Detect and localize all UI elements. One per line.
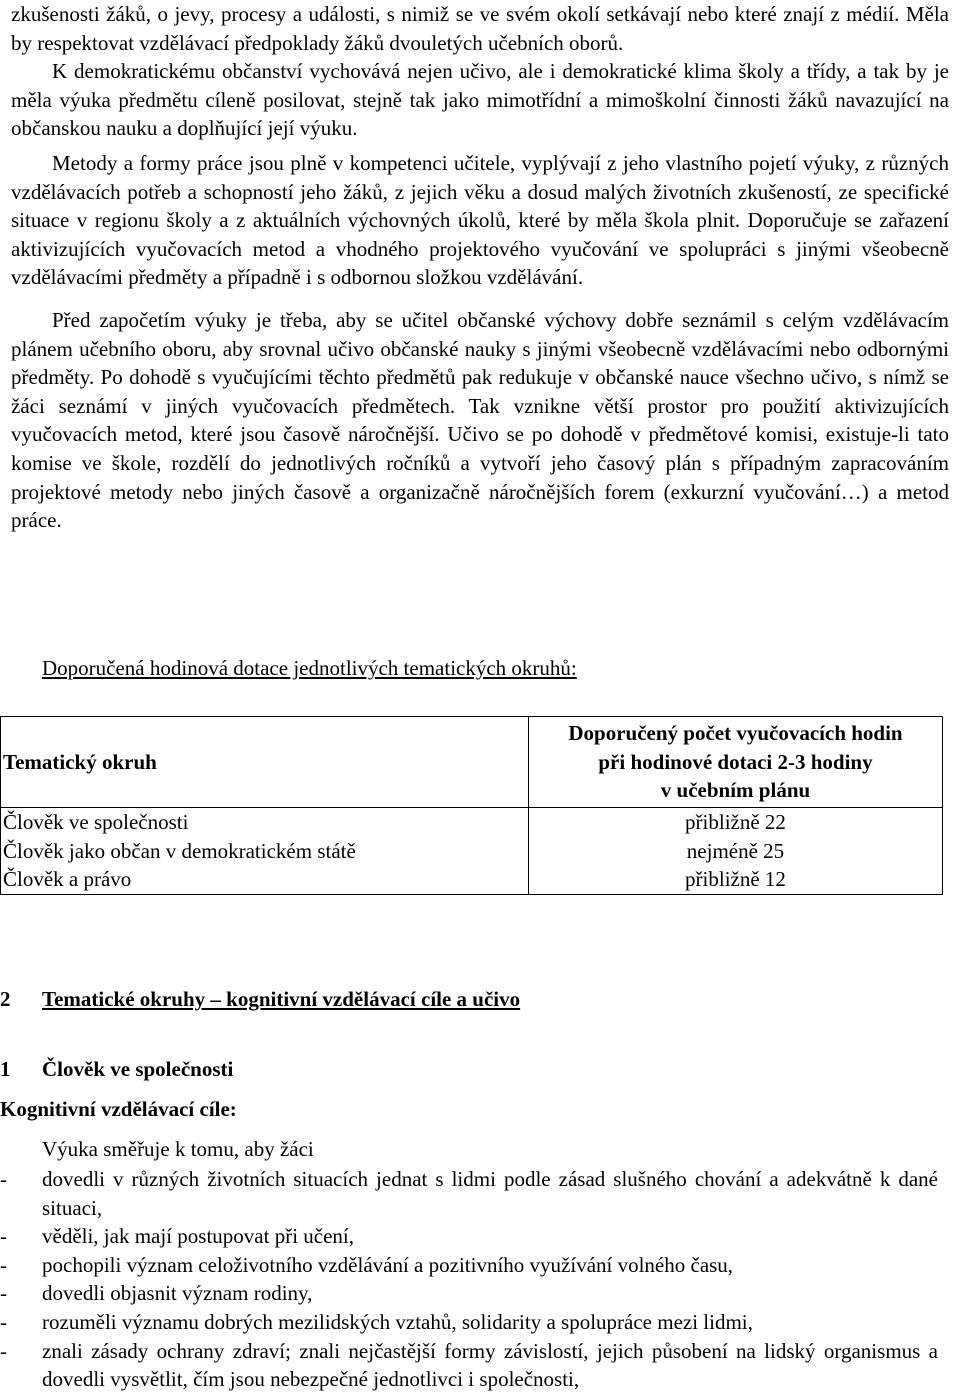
header-hours-line: Doporučený počet vyučovacích hodin — [568, 721, 903, 746]
goals-list — [0, 1165, 938, 1394]
list-item-text: dovedli v různých životních situacích jednat s lidmi podle zásad slušného chování a adekvátně k dané situaci, — [42, 1167, 938, 1220]
list-dash: - — [0, 1252, 7, 1277]
table-title: Doporučená hodinová dotace jednotlivých tematických okruhů: — [42, 656, 577, 680]
section-title: Tematické okruhy – kognitivní vzdělávací cíle a učivo — [42, 987, 521, 1011]
table-body-row — [1, 808, 943, 895]
list-item — [0, 1308, 938, 1337]
header-hours — [529, 717, 943, 808]
paragraph-democratic-citizenship: K demokratickému občanství vychovává nejen učivo, ale i demokratické klima školy a třídy, a tak by je měla výuka předmětu cíleně posilovat, stejně tak jako mimotřídní a mimoškolní činnosti žáků navazující na občanskou nauku a doplňující její výuku. — [11, 59, 949, 141]
list-item-text: znali zásady ochrany zdraví; znali nejčastější formy závislostí, jejich působení na lidský organismus a dovedli vysvětlit, čím jsou nebezpečné jednotlivci i společnosti, — [42, 1338, 938, 1392]
topic-name: Člověk a právo — [3, 867, 132, 891]
hours-table — [0, 716, 943, 895]
list-dash: - — [0, 1338, 7, 1363]
topic-hours: přibližně 22 — [685, 810, 786, 834]
section-heading — [0, 987, 520, 1012]
table-header-row — [1, 717, 943, 808]
topic-hours: nejméně 25 — [686, 838, 785, 863]
paragraph-methods: Metody a formy práce jsou plně v kompetenci učitele, vyplývají z jeho vlastního pojetí výuky, z různých vzdělávacích potřeb a schopností jeho žáků, z jejich věku a dosud malých životních zkušeností, ze specifické situace v regionu školy a z aktuálních výchovných úkolů, které by měla škola plnit. Doporučuje se zařazení aktivizujících vyučovacích metod a vhodného projektového vyučování ve spolupráci s jinými všeobecně vzdělávacími předměty a případně i s odbornou složkou vzdělávání. — [11, 150, 949, 290]
header-hours-line: při hodinové dotaci 2-3 hodiny — [598, 749, 873, 774]
header-hours-line: v učebním plánu — [660, 778, 811, 803]
topic-name: Člověk ve společnosti — [3, 810, 189, 834]
list-item — [0, 1165, 938, 1222]
goals-heading: Kognitivní vzdělávací cíle: — [0, 1097, 237, 1121]
list-item-text: rozuměli významu dobrých mezilidských vztahů, solidarity a spolupráce mezi lidmi, — [42, 1309, 753, 1334]
list-item-text: věděli, jak mají postupovat při učení, — [42, 1224, 355, 1249]
list-dash: - — [0, 1167, 7, 1191]
hours-cell — [529, 808, 943, 895]
list-item-text: dovedli objasnit význam rodiny, — [42, 1281, 313, 1306]
paragraph-prior-knowledge: zkušenosti žáků, o jevy, procesy a události, s nimiž se ve svém okolí setkávají nebo které znají z médií. Měla by respektovat vzdělávací předpoklady žáků dvouletých učebních oborů. — [11, 2, 949, 55]
subsection-heading — [0, 1057, 233, 1082]
list-item — [0, 1222, 938, 1251]
header-topic: Tematický okruh — [1, 717, 529, 808]
list-item — [0, 1279, 938, 1308]
list-dash: - — [0, 1281, 7, 1306]
document-page — [11, 0, 949, 535]
topic-name: Člověk jako občan v demokratickém státě — [3, 838, 356, 863]
goals-intro: Výuka směřuje k tomu, aby žáci — [42, 1137, 314, 1161]
list-item-text: pochopili význam celoživotního vzdělávání a pozitivního využívání volného času, — [42, 1252, 734, 1277]
subsection-title: Člověk ve společnosti — [42, 1057, 234, 1081]
paragraph-before-teaching: Před započetím výuky je třeba, aby se učitel občanské výchovy dobře seznámil s celým vzdělávacím plánem učebního oboru, aby srovnal učivo občanské nauky s jinými všeobecně vzdělávacími nebo odbornými předměty. Po dohodě s vyučujícími těchto předmětů pak redukuje v občanské nauce všechno učivo, s nímž se žáci seznámí v jiných vyučovacích předmětech. Tak vznikne větší prostor pro použití aktivizujících vyučovacích metod, které jsou časově náročnější. Učivo se po dohodě v předmětové komisi, existuje-li tato komise ve škole, rozdělí do jednotlivých ročníků a vytvoří jeho časový plán s případným zapracováním projektové metody nebo jiných časově a organizačně náročnějších forem (exkurzní vyučování…) a metod práce. — [11, 307, 949, 533]
list-item — [0, 1251, 938, 1280]
list-dash: - — [0, 1309, 7, 1334]
list-dash: - — [0, 1224, 7, 1249]
list-item — [0, 1337, 938, 1394]
topics-cell — [1, 808, 529, 895]
topic-hours: přibližně 12 — [685, 867, 786, 891]
section-number: 2 — [0, 987, 11, 1011]
subsection-number: 1 — [0, 1057, 11, 1081]
